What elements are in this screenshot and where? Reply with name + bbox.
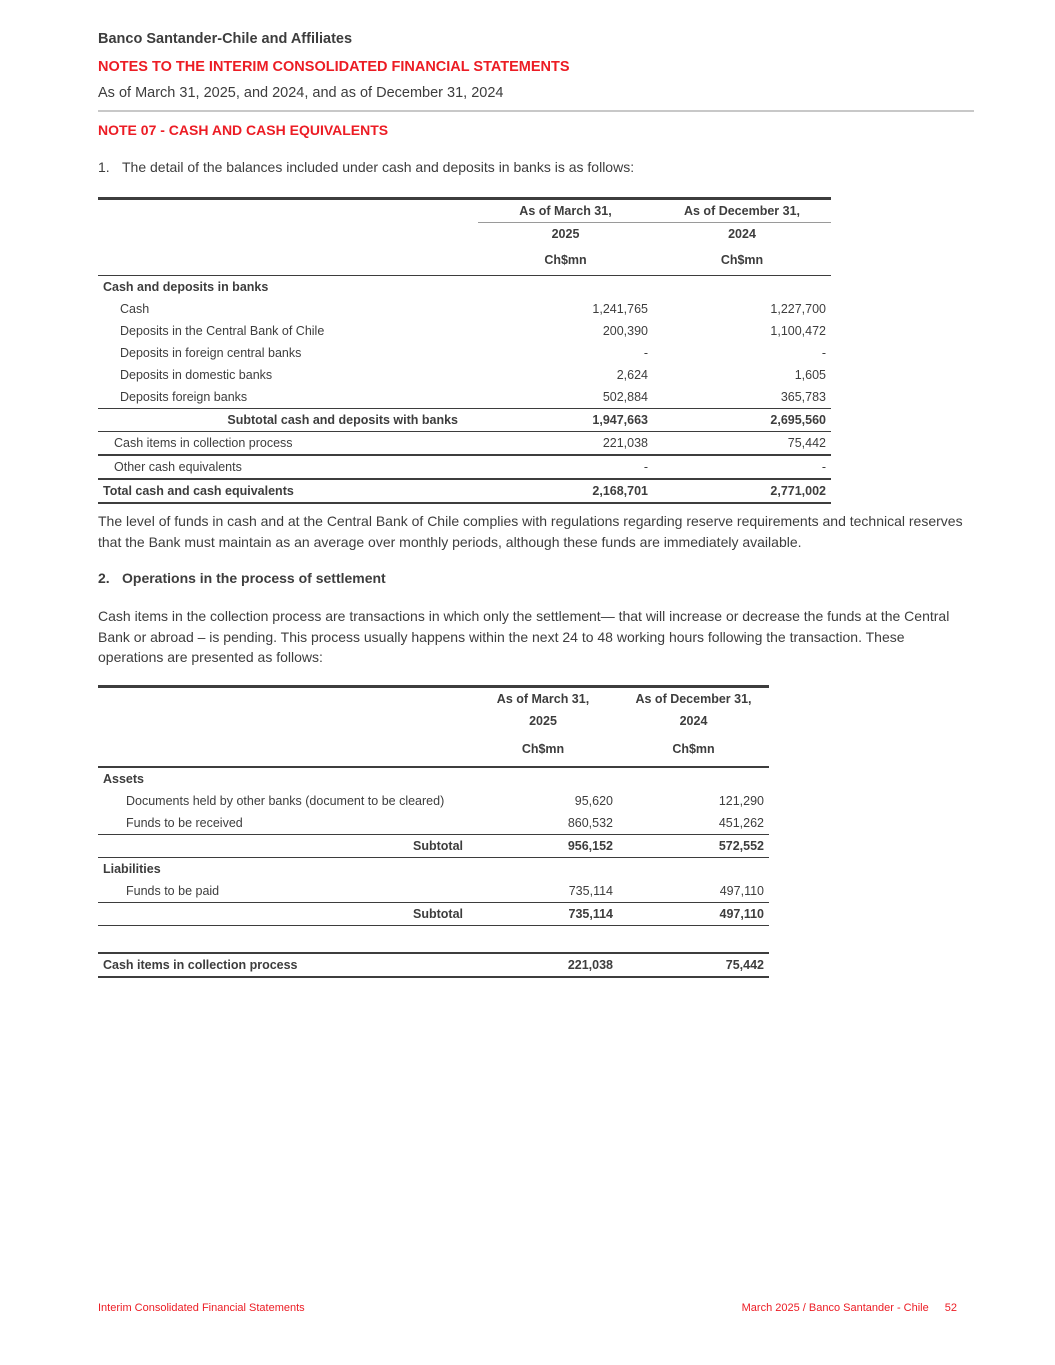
row-label: Deposits foreign banks bbox=[120, 390, 248, 404]
col1-unit: Ch$mn bbox=[521, 742, 565, 756]
total-value-2024: 2,771,002 bbox=[770, 484, 826, 498]
subtotal-row bbox=[98, 409, 831, 432]
collection-row bbox=[98, 432, 831, 456]
liabilities-label: Liabilities bbox=[103, 862, 161, 876]
total-row bbox=[98, 953, 769, 977]
row-value-2024: 365,783 bbox=[780, 390, 826, 404]
col2-header: As of December 31, bbox=[653, 199, 831, 223]
row-value-2024: 451,262 bbox=[718, 816, 764, 830]
table-header-row bbox=[98, 199, 831, 223]
total-value-2024: 75,442 bbox=[725, 958, 764, 972]
col2-year: 2024 bbox=[728, 227, 756, 241]
row-value-2024: 1,100,472 bbox=[770, 324, 826, 338]
liabilities-subtotal-row bbox=[98, 903, 769, 926]
as-of-date: As of March 31, 2025, and 2024, and as of December 31, 2024 bbox=[98, 85, 504, 101]
table-row bbox=[98, 880, 769, 903]
row-label: Deposits in domestic banks bbox=[120, 368, 273, 382]
section-title: Operations in the process of settlement bbox=[122, 570, 386, 586]
col2-unit: Ch$mn bbox=[720, 253, 764, 267]
row-value-2025: 860,532 bbox=[567, 816, 613, 830]
other-value-2024: - bbox=[821, 460, 826, 474]
row-value-2025: - bbox=[643, 346, 648, 360]
subtotal-value-2024: 572,552 bbox=[718, 839, 764, 853]
row-value-2024: - bbox=[821, 346, 826, 360]
collection-label: Cash items in collection process bbox=[114, 436, 293, 450]
subtotal-value-2024: 497,110 bbox=[719, 907, 764, 921]
footer-left: Interim Consolidated Financial Statements bbox=[98, 1302, 305, 1314]
table-row bbox=[98, 298, 831, 320]
other-value-2025: - bbox=[643, 460, 648, 474]
col1-header: As of March 31, bbox=[478, 199, 653, 223]
section-number: 2. bbox=[98, 570, 110, 586]
assets-label: Assets bbox=[103, 772, 144, 786]
table-row bbox=[98, 320, 831, 342]
collection-value-2025: 221,038 bbox=[602, 436, 648, 450]
row-label: Deposits in the Central Bank of Chile bbox=[120, 324, 325, 338]
cash-deposits-table bbox=[98, 197, 831, 504]
table-row bbox=[98, 342, 831, 364]
row-value-2025: 95,620 bbox=[574, 794, 613, 808]
col1-year: 2025 bbox=[551, 227, 580, 241]
subtotal-label: Subtotal bbox=[413, 907, 463, 921]
row-value-2024: 1,227,700 bbox=[770, 302, 826, 316]
note-title: NOTE 07 - CASH AND CASH EQUIVALENTS bbox=[98, 122, 389, 138]
row-label: Funds to be paid bbox=[126, 884, 220, 898]
subtotal-label: Subtotal cash and deposits with banks bbox=[227, 413, 458, 427]
table-header-row bbox=[98, 687, 769, 711]
section-row bbox=[98, 276, 831, 299]
item-number: 1. bbox=[98, 159, 110, 175]
notes-title: NOTES TO THE INTERIM CONSOLIDATED FINANCIAL STATEMENTS bbox=[98, 59, 570, 75]
footer-publication: March 2025 / Banco Santander - Chile bbox=[741, 1302, 929, 1314]
row-value-2025: 1,241,765 bbox=[592, 302, 648, 316]
col1-header: As of March 31, bbox=[496, 692, 590, 706]
section-2-heading bbox=[98, 570, 386, 586]
row-value-2025: 735,114 bbox=[568, 884, 613, 898]
total-value-2025: 2,168,701 bbox=[592, 484, 648, 498]
col2-year: 2024 bbox=[679, 714, 708, 728]
other-label: Other cash equivalents bbox=[114, 460, 242, 474]
row-value-2025: 2,624 bbox=[616, 368, 648, 382]
reserve-paragraph: The level of funds in cash and at the Central Bank of Chile complies with regulations regarding reserve requirements and technical reserves that the Bank must maintain as an average over monthly periods, although these funds are immediately available. bbox=[98, 513, 963, 550]
subtotal-value-2024: 2,695,560 bbox=[770, 413, 826, 427]
total-label: Total cash and cash equivalents bbox=[103, 484, 294, 498]
header-divider bbox=[98, 110, 974, 112]
row-value-2024: 497,110 bbox=[719, 884, 764, 898]
col2-unit: Ch$mn bbox=[672, 742, 715, 756]
subtotal-value-2025: 1,947,663 bbox=[592, 413, 648, 427]
assets-subtotal-row bbox=[98, 835, 769, 858]
table-year-row bbox=[98, 223, 831, 246]
col2-header: As of December 31, bbox=[635, 692, 752, 706]
table-year-row bbox=[98, 710, 769, 732]
subtotal-value-2025: 956,152 bbox=[567, 839, 613, 853]
row-value-2024: 121,290 bbox=[718, 794, 764, 808]
row-label: Documents held by other banks (document to be cleared) bbox=[126, 794, 445, 808]
other-row bbox=[98, 455, 831, 479]
company-name: Banco Santander-Chile and Affiliates bbox=[98, 31, 353, 47]
table-row bbox=[98, 364, 831, 386]
row-label: Cash bbox=[120, 302, 150, 316]
total-row bbox=[98, 479, 831, 503]
liabilities-heading-row bbox=[98, 858, 769, 881]
item-text: The detail of the balances included under cash and deposits in banks is as follows: bbox=[122, 159, 635, 175]
settlement-paragraph: Cash items in the collection process are transactions in which only the settlement— that will increase or decrease the funds at the Central Bank or abroad – is pending. This process usually happens within the next 24 to 48 working hours following the transaction. These operations are presented as follows: bbox=[98, 608, 950, 665]
row-value-2024: 1,605 bbox=[794, 368, 826, 382]
col1-unit: Ch$mn bbox=[544, 253, 587, 267]
settlement-table bbox=[98, 685, 769, 978]
subtotal-label: Subtotal bbox=[413, 839, 463, 853]
spacer-row bbox=[98, 926, 769, 954]
table-unit-row bbox=[98, 245, 831, 276]
table-row bbox=[98, 790, 769, 812]
page-number: 52 bbox=[944, 1302, 957, 1314]
intro-item-1 bbox=[98, 159, 634, 175]
subtotal-value-2025: 735,114 bbox=[568, 907, 613, 921]
table-row bbox=[98, 812, 769, 835]
row-value-2025: 200,390 bbox=[602, 324, 648, 338]
footer-right bbox=[742, 1302, 957, 1314]
col1-year: 2025 bbox=[529, 714, 557, 728]
table-unit-row bbox=[98, 732, 769, 767]
section-label: Cash and deposits in banks bbox=[103, 280, 269, 294]
collection-value-2024: 75,442 bbox=[787, 436, 826, 450]
total-value-2025: 221,038 bbox=[567, 958, 613, 972]
row-value-2025: 502,884 bbox=[602, 390, 648, 404]
row-label: Deposits in foreign central banks bbox=[120, 346, 302, 360]
row-label: Funds to be received bbox=[126, 816, 243, 830]
assets-heading-row bbox=[98, 767, 769, 790]
total-label: Cash items in collection process bbox=[103, 958, 298, 972]
table-row bbox=[98, 386, 831, 409]
